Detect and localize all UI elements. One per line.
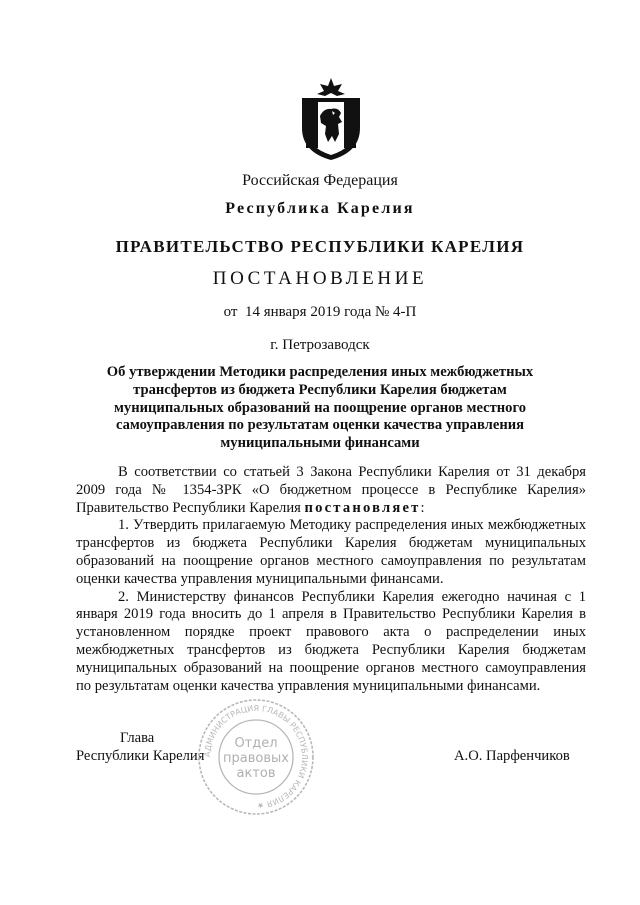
signatory-name: А.О. Парфенчиков <box>454 748 570 764</box>
svg-text:АДМИНИСТРАЦИЯ ГЛАВЫ РЕСПУБЛИКИ: АДМИНИСТРАЦИЯ ГЛАВЫ РЕСПУБЛИКИ КАРЕЛИЯ ★ <box>202 703 310 811</box>
svg-text:правовых: правовых <box>223 751 289 766</box>
federation-title: Российская Федерация <box>242 172 398 189</box>
document-subject: Об утверждении Методики распределения иных межбюджетных трансфертов из бюджета Республики Карелия бюджетам муниципальных образований на поощрение органов местного самоуправления по результатам оценки качества управления муниципальными финансами <box>106 364 534 452</box>
government-title: ПРАВИТЕЛЬСТВО РЕСПУБЛИКИ КАРЕЛИЯ <box>115 237 525 256</box>
resolves-colon: : <box>420 499 425 516</box>
document-date: от 14 января 2019 года № 4-П <box>223 304 417 320</box>
document-city: г. Петрозаводск <box>270 337 370 353</box>
signatory-title-line2: Республики Карелия <box>76 748 205 764</box>
item-2-paragraph: 2. Министерству финансов Республики Карелия ежегодно начиная с 1 января 2019 года вносить до 1 апреля в Правительство Республики Карелия в установленном порядке проект правового акта о распределении иных межбюджетных трансфертов из бюджета Республики Карелия бюджетам муниципальных образований на поощрение органов местного самоуправления по результатам оценки качества управления муниципальными финансами. <box>76 588 586 694</box>
document-body <box>76 464 586 695</box>
republic-title: Республика Карелия <box>225 200 415 217</box>
document-type: ПОСТАНОВЛЕНИЕ <box>212 268 428 289</box>
preamble-paragraph <box>76 464 586 517</box>
resolves-word: постановляет <box>304 499 421 516</box>
svg-text:Отдел: Отдел <box>234 736 278 751</box>
item-1-paragraph: 1. Утвердить прилагаемую Методику распределения иных межбюджетных трансфертов из бюджета Республики Карелия бюджетам муниципальных образований на поощрение органов местного самоуправления по результатам оценки качества управления муниципальными финансами. <box>76 517 586 587</box>
department-stamp-icon <box>196 697 316 817</box>
signatory-title-line1: Глава <box>120 730 155 746</box>
karelia-coat-of-arms-icon <box>298 76 364 162</box>
preamble-text: В соответствии со статьей 3 Закона Республики Карелия от 31 декабря 2009 года № 1354-ЗРК «О бюджетном процессе в Республике Карелия» Правительство Республики Карелия <box>76 464 586 516</box>
svg-text:актов: актов <box>236 766 276 781</box>
